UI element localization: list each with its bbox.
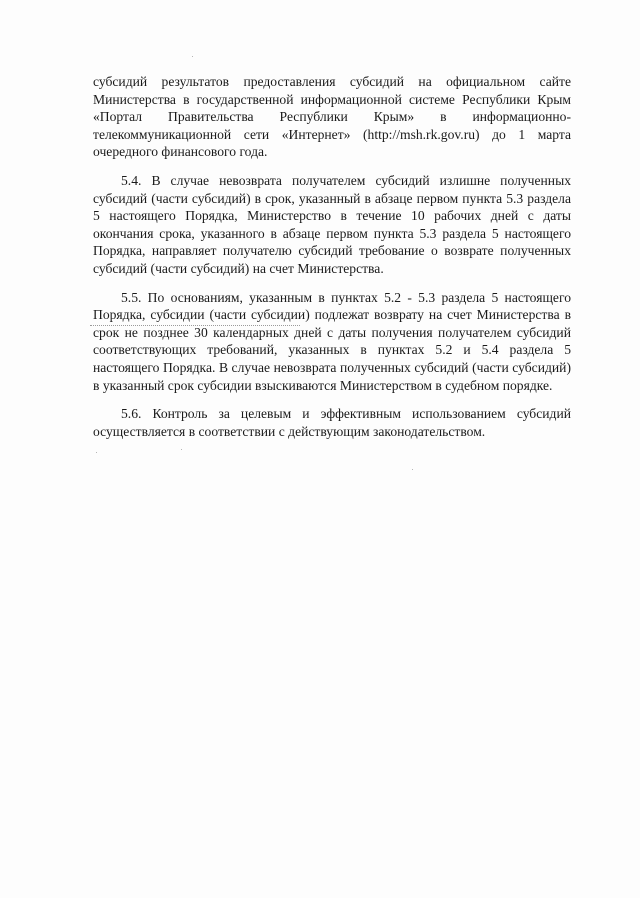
paragraph-5-5: 5.5. По основаниям, указанным в пунктах 5.2 - 5.3 раздела 5 настоящего Порядка, субсидии (части субсидии) подлежат возврату на счет Министерства в срок не позднее 30 календарных дней с даты получения получателем субсидий соответствующих требований, указанных в пунктах 5.2 и 5.4 раздела 5 настоящего Порядка. В случае невозврата полученных субсидий (части субсидий) в указанный срок субсидии взыскиваются Министерством в судебном порядке. xyxy=(93,289,571,393)
paragraph-5-6: 5.6. Контроль за целевым и эффективным использованием субсидий осуществляется в соответствии с действующим законодательством. xyxy=(93,406,571,439)
paragraph-5-4: 5.4. В случае невозврата получателем субсидий излишне полученных субсидий (части субсидий) в срок, указанный в абзаце первом пункта 5.3 раздела 5 настоящего Порядка, Министерство в течение 10 рабочих дней с даты окончания срока, указанного в абзаце первом пункта 5.3 раздела 5 настоящего Порядка, направляет получателю субсидий требование о возврате полученных субсидий (части субсидий) на счет Министерства. xyxy=(93,172,571,276)
document-body xyxy=(93,73,571,451)
scan-artifact-line xyxy=(90,325,300,326)
paragraph-continuation: субсидий результатов предоставления субсидий на официальном сайте Министерства в государственной информационной системе Республики Крым «Портал Правительства Республики Крым» в информационно-телекоммуникационной сети «Интернет» (http://msh.rk.gov.ru) до 1 марта очередного финансового года. xyxy=(93,74,571,160)
scan-speck xyxy=(96,452,97,453)
scan-speck xyxy=(181,449,182,450)
scan-speck xyxy=(412,469,413,470)
scan-speck xyxy=(192,56,193,57)
